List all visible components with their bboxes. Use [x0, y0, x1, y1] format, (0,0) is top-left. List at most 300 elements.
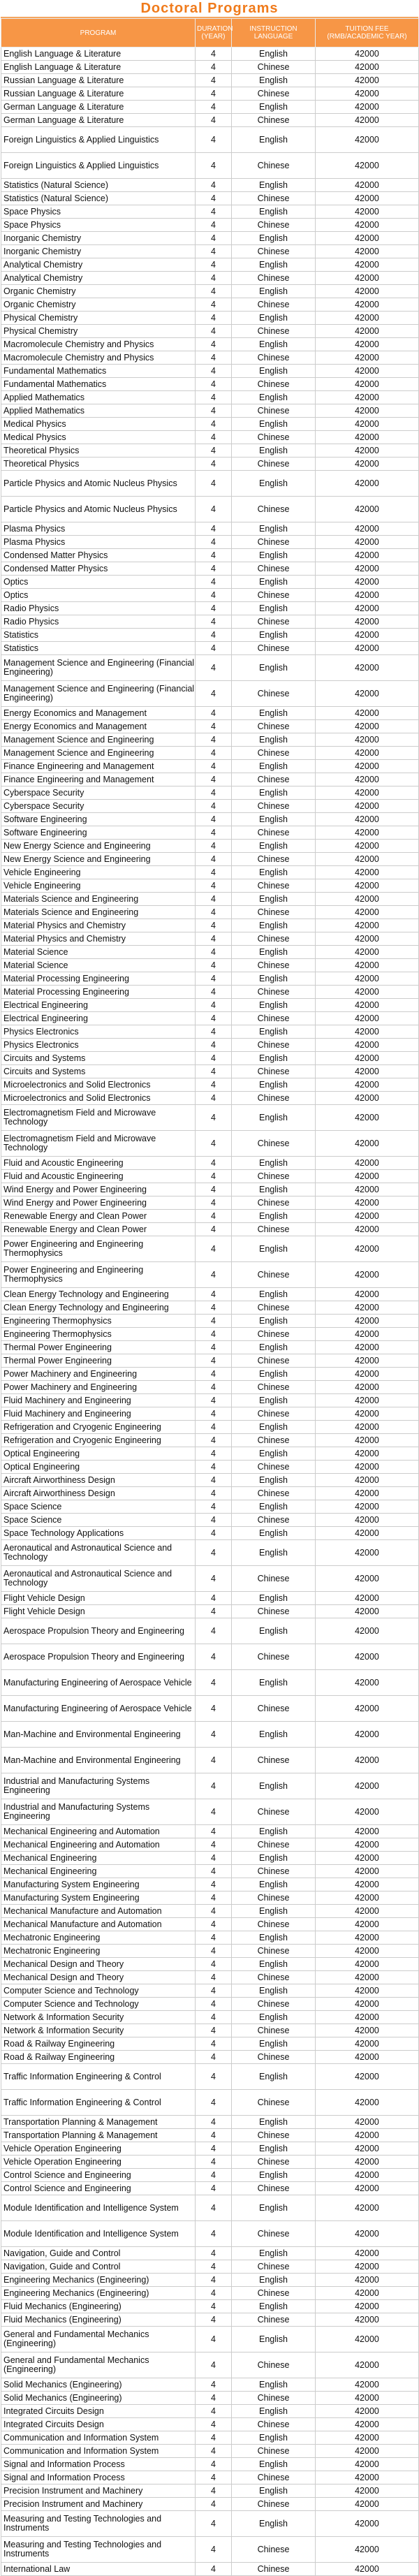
program-cell: Optical Engineering [1, 1447, 196, 1461]
language-cell: English [232, 1236, 316, 1262]
duration-cell: 4 [196, 1945, 232, 1958]
table-row [1, 1945, 419, 1958]
fee-cell: 42000 [316, 2537, 419, 2563]
fee-cell: 42000 [316, 1341, 419, 1354]
language-cell: Chinese [232, 906, 316, 919]
page-title: Doctoral Programs [1, 0, 418, 18]
fee-cell: 42000 [316, 972, 419, 986]
duration-cell: 4 [196, 642, 232, 655]
fee-cell: 42000 [316, 2195, 419, 2221]
duration-cell: 4 [196, 906, 232, 919]
fee-cell: 42000 [316, 576, 419, 589]
language-cell: English [232, 1447, 316, 1461]
table-row [1, 786, 419, 800]
fee-cell: 42000 [316, 1487, 419, 1500]
duration-cell: 4 [196, 2037, 232, 2051]
program-cell: Wind Energy and Power Engineering [1, 1196, 196, 1210]
duration-cell: 4 [196, 853, 232, 866]
duration-cell: 4 [196, 2327, 232, 2352]
table-row [1, 866, 419, 879]
language-cell: Chinese [232, 2051, 316, 2064]
duration-cell: 4 [196, 826, 232, 840]
fee-cell: 42000 [316, 1052, 419, 1065]
fee-cell: 42000 [316, 1696, 419, 1722]
duration-cell: 4 [196, 444, 232, 458]
table-row [1, 589, 419, 602]
program-cell: Software Engineering [1, 826, 196, 840]
program-cell: Communication and Information System [1, 2431, 196, 2445]
table-row [1, 2431, 419, 2445]
fee-cell: 42000 [316, 1865, 419, 1878]
fee-cell: 42000 [316, 707, 419, 720]
program-cell: Energy Economics and Management [1, 720, 196, 733]
language-cell: Chinese [232, 986, 316, 999]
duration-cell: 4 [196, 720, 232, 733]
fee-cell: 42000 [316, 1210, 419, 1223]
program-cell: Macromolecule Chemistry and Physics [1, 338, 196, 351]
language-cell: Chinese [232, 1605, 316, 1618]
fee-cell: 42000 [316, 2313, 419, 2327]
language-cell: English [232, 338, 316, 351]
duration-cell: 4 [196, 2169, 232, 2182]
fee-cell: 42000 [316, 2169, 419, 2182]
fee-cell: 42000 [316, 87, 419, 101]
program-cell: Renewable Energy and Clean Power [1, 1210, 196, 1223]
language-cell: English [232, 1958, 316, 1971]
language-cell: English [232, 365, 316, 378]
program-cell: New Energy Science and Engineering [1, 853, 196, 866]
table-row [1, 576, 419, 589]
duration-cell: 4 [196, 1354, 232, 1368]
table-body [1, 47, 419, 2576]
language-cell: Chinese [232, 2129, 316, 2142]
header-language: INSTRUCTION LANGUAGE [232, 19, 316, 47]
program-cell: Materials Science and Engineering [1, 906, 196, 919]
table-row [1, 1971, 419, 1984]
program-cell: Aeronautical and Astronautical Science and Technology [1, 1540, 196, 1566]
table-row [1, 192, 419, 205]
fee-cell: 42000 [316, 2511, 419, 2537]
program-cell: Radio Physics [1, 602, 196, 615]
fee-cell: 42000 [316, 431, 419, 444]
fee-cell: 42000 [316, 1183, 419, 1196]
fee-cell: 42000 [316, 1891, 419, 1905]
fee-cell: 42000 [316, 1878, 419, 1891]
duration-cell: 4 [196, 127, 232, 153]
language-cell: English [232, 2274, 316, 2287]
duration-cell: 4 [196, 1301, 232, 1315]
program-cell: Mechanical Engineering and Automation [1, 1825, 196, 1838]
language-cell: Chinese [232, 2090, 316, 2116]
program-cell: General and Fundamental Mechanics (Engineering) [1, 2352, 196, 2378]
fee-cell: 42000 [316, 2484, 419, 2498]
table-row [1, 2260, 419, 2274]
language-cell: English [232, 74, 316, 87]
fee-cell: 42000 [316, 1092, 419, 1105]
fee-cell: 42000 [316, 2327, 419, 2352]
fee-cell: 42000 [316, 1998, 419, 2011]
language-cell: Chinese [232, 1131, 316, 1157]
table-row [1, 1262, 419, 1288]
duration-cell: 4 [196, 2064, 232, 2090]
fee-cell: 42000 [316, 1644, 419, 1670]
language-cell: Chinese [232, 2392, 316, 2405]
duration-cell: 4 [196, 2352, 232, 2378]
duration-cell: 4 [196, 1487, 232, 1500]
duration-cell: 4 [196, 2300, 232, 2313]
duration-cell: 4 [196, 1025, 232, 1039]
program-cell: Foreign Linguistics & Applied Linguistics [1, 153, 196, 179]
program-cell: Control Science and Engineering [1, 2169, 196, 2182]
duration-cell: 4 [196, 2156, 232, 2169]
program-cell: Aeronautical and Astronautical Science and Technology [1, 1566, 196, 1592]
table-row [1, 1105, 419, 1131]
table-row [1, 1052, 419, 1065]
duration-cell: 4 [196, 919, 232, 932]
program-cell: Man-Machine and Environmental Engineering [1, 1722, 196, 1748]
language-cell: Chinese [232, 2287, 316, 2300]
table-row [1, 1461, 419, 1474]
fee-cell: 42000 [316, 826, 419, 840]
fee-cell: 42000 [316, 2300, 419, 2313]
table-row [1, 1905, 419, 1918]
table-row [1, 536, 419, 549]
language-cell: Chinese [232, 2313, 316, 2327]
fee-cell: 42000 [316, 2182, 419, 2195]
fee-cell: 42000 [316, 866, 419, 879]
table-row [1, 1670, 419, 1696]
duration-cell: 4 [196, 1644, 232, 1670]
duration-cell: 4 [196, 1670, 232, 1696]
language-cell: English [232, 179, 316, 192]
table-row [1, 1474, 419, 1487]
language-cell: Chinese [232, 2418, 316, 2431]
program-cell: Power Engineering and Engineering Thermophysics [1, 1236, 196, 1262]
language-cell: Chinese [232, 1514, 316, 1527]
fee-cell: 42000 [316, 906, 419, 919]
table-row [1, 285, 419, 298]
table-row [1, 1984, 419, 1998]
program-cell: Optics [1, 576, 196, 589]
language-cell: Chinese [232, 2182, 316, 2195]
table-row [1, 655, 419, 681]
program-cell: Plasma Physics [1, 536, 196, 549]
table-row [1, 1852, 419, 1865]
table-row [1, 245, 419, 258]
fee-cell: 42000 [316, 2156, 419, 2169]
table-row [1, 1078, 419, 1092]
fee-cell: 42000 [316, 2274, 419, 2287]
duration-cell: 4 [196, 999, 232, 1012]
program-cell: Flight Vehicle Design [1, 1592, 196, 1605]
program-cell: Fluid Machinery and Engineering [1, 1407, 196, 1421]
language-cell: Chinese [232, 114, 316, 127]
table-row [1, 642, 419, 655]
duration-cell: 4 [196, 733, 232, 747]
language-cell: English [232, 2247, 316, 2260]
table-row [1, 2378, 419, 2392]
program-cell: Mechanical Design and Theory [1, 1958, 196, 1971]
program-cell: Foreign Linguistics & Applied Linguistics [1, 127, 196, 153]
table-row [1, 549, 419, 562]
language-cell: English [232, 1592, 316, 1605]
program-cell: Microelectronics and Solid Electronics [1, 1078, 196, 1092]
table-row [1, 378, 419, 391]
language-cell: Chinese [232, 2260, 316, 2274]
table-row [1, 919, 419, 932]
fee-cell: 42000 [316, 2221, 419, 2247]
table-row [1, 325, 419, 338]
fee-cell: 42000 [316, 61, 419, 74]
duration-cell: 4 [196, 2274, 232, 2287]
fee-cell: 42000 [316, 338, 419, 351]
program-cell: Solid Mechanics (Engineering) [1, 2392, 196, 2405]
program-cell: English Language & Literature [1, 47, 196, 61]
duration-cell: 4 [196, 458, 232, 471]
fee-cell: 42000 [316, 1196, 419, 1210]
programs-table [1, 18, 419, 2576]
language-cell: English [232, 2378, 316, 2392]
fee-cell: 42000 [316, 2287, 419, 2300]
table-row [1, 629, 419, 642]
language-cell: Chinese [232, 219, 316, 232]
table-row [1, 101, 419, 114]
language-cell: English [232, 1773, 316, 1799]
fee-cell: 42000 [316, 786, 419, 800]
duration-cell: 4 [196, 219, 232, 232]
fee-cell: 42000 [316, 1328, 419, 1341]
program-cell: Aircraft Airworthiness Design [1, 1474, 196, 1487]
duration-cell: 4 [196, 1984, 232, 1998]
program-cell: Mechanical Manufacture and Automation [1, 1918, 196, 1931]
fee-cell: 42000 [316, 986, 419, 999]
duration-cell: 4 [196, 1315, 232, 1328]
table-row [1, 1865, 419, 1878]
program-cell: Plasma Physics [1, 522, 196, 536]
language-cell: Chinese [232, 153, 316, 179]
program-cell: Manufacturing System Engineering [1, 1878, 196, 1891]
table-row [1, 1223, 419, 1236]
language-cell: English [232, 1825, 316, 1838]
program-cell: Fluid and Acoustic Engineering [1, 1157, 196, 1170]
program-cell: Transportation Planning & Management [1, 2129, 196, 2142]
program-cell: Macromolecule Chemistry and Physics [1, 351, 196, 365]
table-row [1, 114, 419, 127]
program-cell: Wind Energy and Power Engineering [1, 1183, 196, 1196]
duration-cell: 4 [196, 192, 232, 205]
fee-cell: 42000 [316, 1025, 419, 1039]
program-cell: Electrical Engineering [1, 999, 196, 1012]
table-row [1, 999, 419, 1012]
fee-cell: 42000 [316, 2498, 419, 2511]
table-row [1, 1368, 419, 1381]
duration-cell: 4 [196, 258, 232, 272]
language-cell: Chinese [232, 378, 316, 391]
table-row [1, 219, 419, 232]
duration-cell: 4 [196, 101, 232, 114]
table-row [1, 1039, 419, 1052]
table-row [1, 1958, 419, 1971]
table-row [1, 1328, 419, 1341]
program-cell: Theoretical Physics [1, 458, 196, 471]
duration-cell: 4 [196, 391, 232, 404]
program-cell: Refrigeration and Cryogenic Engineering [1, 1421, 196, 1434]
program-cell: Aerospace Propulsion Theory and Engineering [1, 1644, 196, 1670]
duration-cell: 4 [196, 893, 232, 906]
fee-cell: 42000 [316, 2064, 419, 2090]
fee-cell: 42000 [316, 2392, 419, 2405]
program-cell: Mechatronic Engineering [1, 1945, 196, 1958]
fee-cell: 42000 [316, 1315, 419, 1328]
program-cell: Vehicle Engineering [1, 866, 196, 879]
table-row [1, 1131, 419, 1157]
table-row [1, 602, 419, 615]
program-cell: Signal and Information Process [1, 2471, 196, 2484]
table-row [1, 365, 419, 378]
fee-cell: 42000 [316, 536, 419, 549]
language-cell: English [232, 1722, 316, 1748]
fee-cell: 42000 [316, 114, 419, 127]
table-row [1, 773, 419, 786]
fee-cell: 42000 [316, 999, 419, 1012]
fee-cell: 42000 [316, 325, 419, 338]
fee-cell: 42000 [316, 1748, 419, 1773]
duration-cell: 4 [196, 1500, 232, 1514]
program-cell: Russian Language & Literature [1, 74, 196, 87]
fee-cell: 42000 [316, 1918, 419, 1931]
table-row [1, 906, 419, 919]
language-cell: English [232, 1474, 316, 1487]
language-cell: Chinese [232, 325, 316, 338]
program-cell: Clean Energy Technology and Engineering [1, 1288, 196, 1301]
fee-cell: 42000 [316, 1605, 419, 1618]
table-row [1, 471, 419, 497]
program-cell: Material Processing Engineering [1, 986, 196, 999]
fee-cell: 42000 [316, 2378, 419, 2392]
language-cell: Chinese [232, 720, 316, 733]
table-row [1, 391, 419, 404]
duration-cell: 4 [196, 2563, 232, 2576]
fee-cell: 42000 [316, 2431, 419, 2445]
language-cell: Chinese [232, 879, 316, 893]
fee-cell: 42000 [316, 2090, 419, 2116]
table-row [1, 2537, 419, 2563]
fee-cell: 42000 [316, 497, 419, 522]
fee-cell: 42000 [316, 1157, 419, 1170]
program-cell: Energy Economics and Management [1, 707, 196, 720]
program-cell: Management Science and Engineering [1, 747, 196, 760]
program-cell: Mechanical Engineering [1, 1865, 196, 1878]
language-cell: English [232, 1500, 316, 1514]
duration-cell: 4 [196, 2405, 232, 2418]
table-row [1, 351, 419, 365]
program-cell: Vehicle Engineering [1, 879, 196, 893]
language-cell: English [232, 866, 316, 879]
language-cell: English [232, 1540, 316, 1566]
table-row [1, 338, 419, 351]
program-cell: Fluid Mechanics (Engineering) [1, 2300, 196, 2313]
table-row [1, 1170, 419, 1183]
program-cell: Engineering Thermophysics [1, 1328, 196, 1341]
program-cell: Fundamental Mathematics [1, 378, 196, 391]
duration-cell: 4 [196, 1878, 232, 1891]
language-cell: Chinese [232, 800, 316, 813]
program-cell: Space Physics [1, 205, 196, 219]
table-row [1, 813, 419, 826]
program-cell: Mechanical Design and Theory [1, 1971, 196, 1984]
language-cell: English [232, 602, 316, 615]
program-cell: Radio Physics [1, 615, 196, 629]
table-row [1, 1566, 419, 1592]
duration-cell: 4 [196, 2313, 232, 2327]
fee-cell: 42000 [316, 1368, 419, 1381]
duration-cell: 4 [196, 2445, 232, 2458]
program-cell: Control Science and Engineering [1, 2182, 196, 2195]
language-cell: English [232, 1183, 316, 1196]
fee-cell: 42000 [316, 1434, 419, 1447]
language-cell: Chinese [232, 1223, 316, 1236]
fee-cell: 42000 [316, 1394, 419, 1407]
fee-cell: 42000 [316, 629, 419, 642]
table-row [1, 1825, 419, 1838]
table-row [1, 681, 419, 707]
language-cell: English [232, 893, 316, 906]
language-cell: Chinese [232, 2024, 316, 2037]
fee-cell: 42000 [316, 1905, 419, 1918]
program-cell: Integrated Circuits Design [1, 2405, 196, 2418]
duration-cell: 4 [196, 418, 232, 431]
duration-cell: 4 [196, 338, 232, 351]
table-row [1, 2274, 419, 2287]
program-cell: Thermal Power Engineering [1, 1341, 196, 1354]
fee-cell: 42000 [316, 919, 419, 932]
fee-cell: 42000 [316, 258, 419, 272]
program-cell: Mechanical Manufacture and Automation [1, 1905, 196, 1918]
language-cell: English [232, 1315, 316, 1328]
language-cell: Chinese [232, 1487, 316, 1500]
program-cell: Power Machinery and Engineering [1, 1381, 196, 1394]
fee-cell: 42000 [316, 681, 419, 707]
language-cell: Chinese [232, 2498, 316, 2511]
fee-cell: 42000 [316, 391, 419, 404]
fee-cell: 42000 [316, 1421, 419, 1434]
language-cell: English [232, 2431, 316, 2445]
program-cell: International Law [1, 2563, 196, 2576]
table-row [1, 2037, 419, 2051]
duration-cell: 4 [196, 2129, 232, 2142]
duration-cell: 4 [196, 2182, 232, 2195]
language-cell: Chinese [232, 2156, 316, 2169]
duration-cell: 4 [196, 1288, 232, 1301]
program-cell: Organic Chemistry [1, 298, 196, 312]
language-cell: Chinese [232, 589, 316, 602]
program-cell: Engineering Mechanics (Engineering) [1, 2287, 196, 2300]
header-row [1, 19, 419, 47]
program-cell: Software Engineering [1, 813, 196, 826]
table-row [1, 2392, 419, 2405]
language-cell: Chinese [232, 1945, 316, 1958]
table-row [1, 2313, 419, 2327]
language-cell: English [232, 1527, 316, 1540]
table-row [1, 1540, 419, 1566]
language-cell: Chinese [232, 1012, 316, 1025]
duration-cell: 4 [196, 1838, 232, 1852]
duration-cell: 4 [196, 404, 232, 418]
language-cell: English [232, 2458, 316, 2471]
fee-cell: 42000 [316, 1825, 419, 1838]
duration-cell: 4 [196, 1998, 232, 2011]
table-row [1, 1918, 419, 1931]
